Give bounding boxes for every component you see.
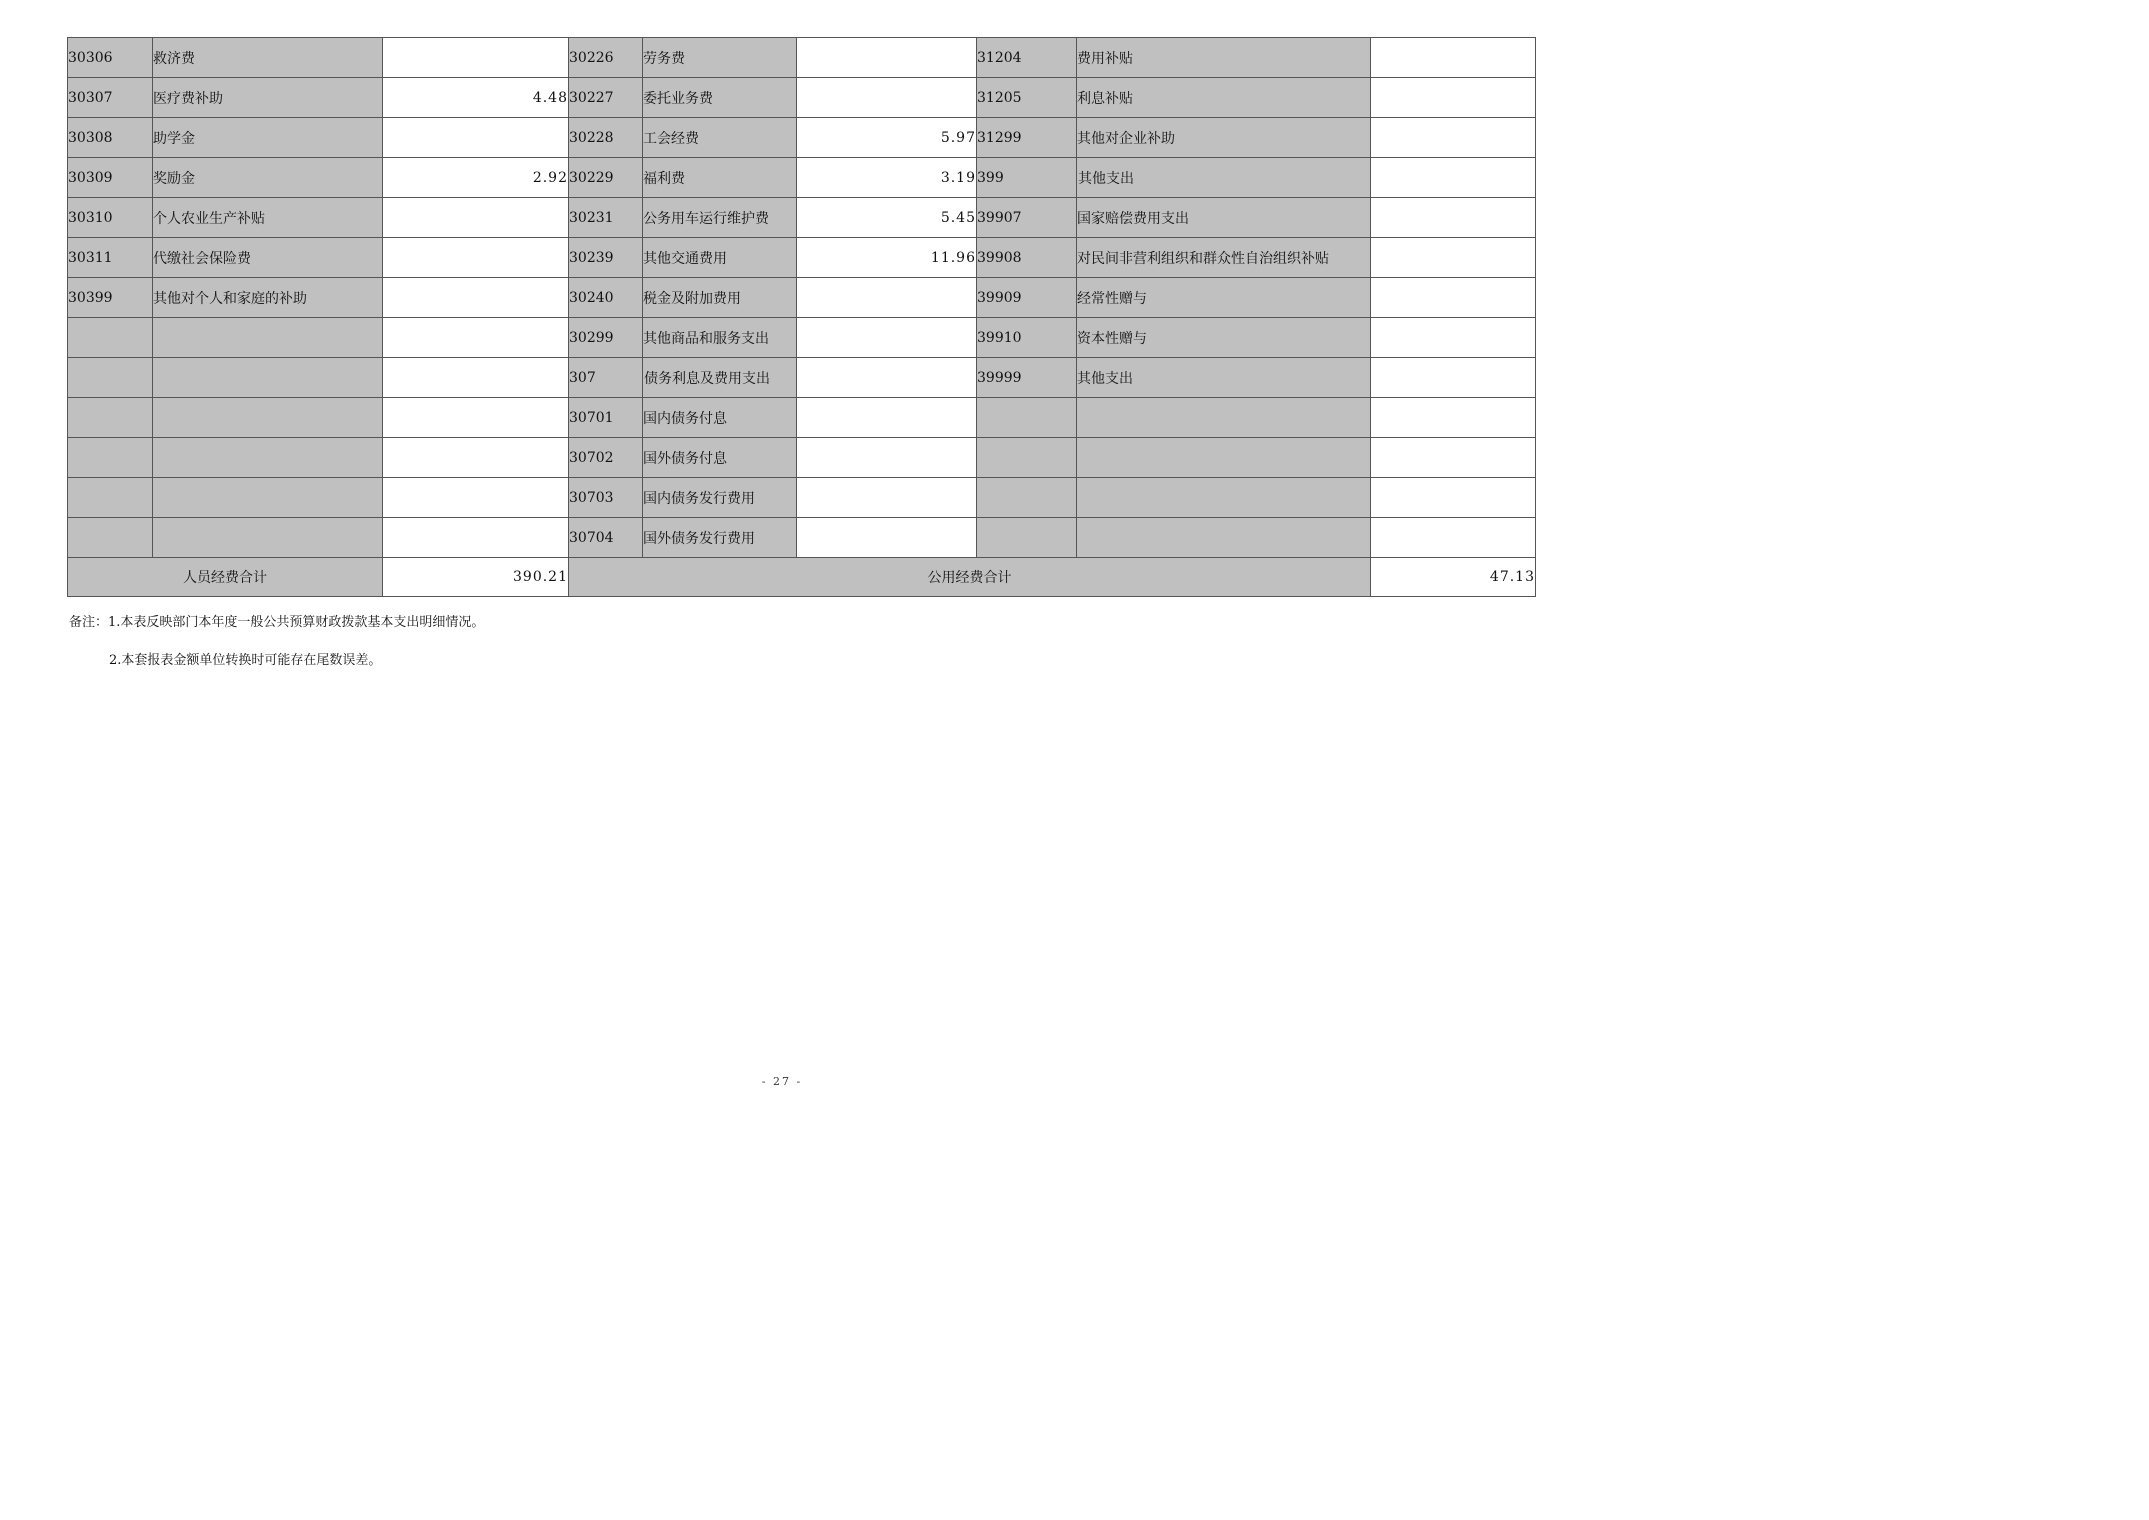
personnel-amount-cell (383, 438, 569, 478)
public-name-cell: 国外债务付息 (643, 438, 797, 478)
public-amount-cell (797, 398, 977, 438)
personnel-code-cell (68, 318, 153, 358)
table-row (68, 198, 1536, 238)
table-row (68, 438, 1536, 478)
personnel-name-cell: 助学金 (153, 118, 383, 158)
personnel-amount-cell (383, 478, 569, 518)
footnote-1: 备注：1.本表反映部门本年度一般公共预算财政拨款基本支出明细情况。 (69, 615, 485, 630)
other-name-cell: 其他对企业补助 (1077, 118, 1371, 158)
other-amount-cell (1371, 278, 1536, 318)
personnel-name-cell: 个人农业生产补贴 (153, 198, 383, 238)
other-name-cell: 对民间非营利组织和群众性自治组织补贴 (1077, 238, 1371, 278)
public-name-cell: 公务用车运行维护费 (643, 198, 797, 238)
personnel-amount-cell (383, 38, 569, 78)
public-amount-cell (797, 318, 977, 358)
personnel-name-cell (153, 358, 383, 398)
public-code-cell: 30239 (569, 238, 643, 278)
personnel-code-cell: 30399 (68, 278, 153, 318)
other-code-cell: 39910 (977, 318, 1077, 358)
public-amount-cell (797, 438, 977, 478)
personnel-code-cell: 30308 (68, 118, 153, 158)
other-name-cell: 利息补贴 (1077, 78, 1371, 118)
other-amount-cell (1371, 38, 1536, 78)
personnel-amount-cell (383, 238, 569, 278)
other-amount-cell (1371, 118, 1536, 158)
personnel-amount-cell: 4.48 (383, 78, 569, 118)
personnel-amount-cell (383, 198, 569, 238)
public-amount-cell (797, 278, 977, 318)
table-row (68, 398, 1536, 438)
other-name-cell (1077, 478, 1371, 518)
public-name-cell: 国内债务发行费用 (643, 478, 797, 518)
public-code-cell: 30227 (569, 78, 643, 118)
personnel-code-cell (68, 438, 153, 478)
public-amount-cell: 5.97 (797, 118, 977, 158)
public-code-cell: 30702 (569, 438, 643, 478)
other-code-cell: 31204 (977, 38, 1077, 78)
other-amount-cell (1371, 78, 1536, 118)
public-code-cell: 30231 (569, 198, 643, 238)
personnel-amount-cell (383, 118, 569, 158)
other-name-cell: 资本性赠与 (1077, 318, 1371, 358)
public-code-cell: 30299 (569, 318, 643, 358)
totals-row (68, 558, 1536, 597)
public-total-label: 公用经费合计 (569, 558, 1371, 597)
public-code-cell: 30226 (569, 38, 643, 78)
personnel-amount-cell (383, 278, 569, 318)
other-code-cell: 39909 (977, 278, 1077, 318)
personnel-name-cell (153, 438, 383, 478)
table-body (68, 38, 1536, 558)
public-name-cell: 福利费 (643, 158, 797, 198)
other-name-cell (1077, 438, 1371, 478)
other-name-cell (1077, 398, 1371, 438)
table-row (68, 118, 1536, 158)
personnel-name-cell: 奖励金 (153, 158, 383, 198)
other-code-cell: 39907 (977, 198, 1077, 238)
public-code-cell: 307 (569, 358, 643, 398)
table-row (68, 518, 1536, 558)
public-amount-cell: 5.45 (797, 198, 977, 238)
other-amount-cell (1371, 518, 1536, 558)
public-name-cell: 委托业务费 (643, 78, 797, 118)
public-total-value: 47.13 (1371, 558, 1536, 597)
other-name-cell: 经常性赠与 (1077, 278, 1371, 318)
other-name-cell: 国家赔偿费用支出 (1077, 198, 1371, 238)
personnel-code-cell: 30306 (68, 38, 153, 78)
other-code-cell: 39999 (977, 358, 1077, 398)
personnel-code-cell: 30311 (68, 238, 153, 278)
public-code-cell: 30240 (569, 278, 643, 318)
other-amount-cell (1371, 238, 1536, 278)
other-name-cell: 费用补贴 (1077, 38, 1371, 78)
table-row (68, 38, 1536, 78)
personnel-name-cell: 其他对个人和家庭的补助 (153, 278, 383, 318)
other-amount-cell (1371, 398, 1536, 438)
other-code-cell: 39908 (977, 238, 1077, 278)
public-name-cell: 其他交通费用 (643, 238, 797, 278)
other-code-cell (977, 518, 1077, 558)
table-row (68, 78, 1536, 118)
table-row (68, 158, 1536, 198)
table-row (68, 478, 1536, 518)
other-code-cell (977, 438, 1077, 478)
public-code-cell: 30229 (569, 158, 643, 198)
table-row (68, 358, 1536, 398)
public-name-cell: 债务利息及费用支出 (643, 358, 797, 398)
public-code-cell: 30704 (569, 518, 643, 558)
other-amount-cell (1371, 478, 1536, 518)
other-code-cell: 399 (977, 158, 1077, 198)
personnel-code-cell: 30310 (68, 198, 153, 238)
public-amount-cell (797, 478, 977, 518)
public-name-cell: 其他商品和服务支出 (643, 318, 797, 358)
personnel-total-value: 390.21 (383, 558, 569, 597)
other-amount-cell (1371, 198, 1536, 238)
public-name-cell: 国外债务发行费用 (643, 518, 797, 558)
personnel-amount-cell (383, 318, 569, 358)
personnel-name-cell (153, 518, 383, 558)
other-code-cell: 31299 (977, 118, 1077, 158)
other-name-cell: 其他支出 (1077, 158, 1371, 198)
personnel-name-cell (153, 478, 383, 518)
public-amount-cell: 3.19 (797, 158, 977, 198)
table-row (68, 238, 1536, 278)
other-name-cell: 其他支出 (1077, 358, 1371, 398)
personnel-name-cell (153, 398, 383, 438)
public-code-cell: 30701 (569, 398, 643, 438)
other-amount-cell (1371, 438, 1536, 478)
public-name-cell: 税金及附加费用 (643, 278, 797, 318)
public-name-cell: 工会经费 (643, 118, 797, 158)
public-amount-cell (797, 358, 977, 398)
public-name-cell: 国内债务付息 (643, 398, 797, 438)
personnel-code-cell (68, 358, 153, 398)
personnel-code-cell: 30307 (68, 78, 153, 118)
personnel-amount-cell (383, 518, 569, 558)
personnel-code-cell (68, 518, 153, 558)
personnel-name-cell (153, 318, 383, 358)
other-amount-cell (1371, 318, 1536, 358)
public-code-cell: 30228 (569, 118, 643, 158)
public-name-cell: 劳务费 (643, 38, 797, 78)
personnel-amount-cell (383, 398, 569, 438)
other-amount-cell (1371, 358, 1536, 398)
personnel-total-label: 人员经费合计 (68, 558, 383, 597)
public-amount-cell: 11.96 (797, 238, 977, 278)
other-code-cell: 31205 (977, 78, 1077, 118)
basic-expenditure-detail-table (67, 37, 1536, 597)
other-name-cell (1077, 518, 1371, 558)
public-code-cell: 30703 (569, 478, 643, 518)
public-amount-cell (797, 518, 977, 558)
personnel-amount-cell: 2.92 (383, 158, 569, 198)
table-row (68, 318, 1536, 358)
personnel-name-cell: 救济费 (153, 38, 383, 78)
personnel-name-cell: 医疗费补助 (153, 78, 383, 118)
page-number: - 27 - (761, 1075, 803, 1088)
personnel-code-cell (68, 478, 153, 518)
other-amount-cell (1371, 158, 1536, 198)
footnote-2: 2.本套报表金额单位转换时可能存在尾数误差。 (109, 653, 382, 668)
public-amount-cell (797, 78, 977, 118)
personnel-code-cell (68, 398, 153, 438)
public-amount-cell (797, 38, 977, 78)
personnel-code-cell: 30309 (68, 158, 153, 198)
other-code-cell (977, 478, 1077, 518)
table-row (68, 278, 1536, 318)
other-code-cell (977, 398, 1077, 438)
personnel-amount-cell (383, 358, 569, 398)
personnel-name-cell: 代缴社会保险费 (153, 238, 383, 278)
